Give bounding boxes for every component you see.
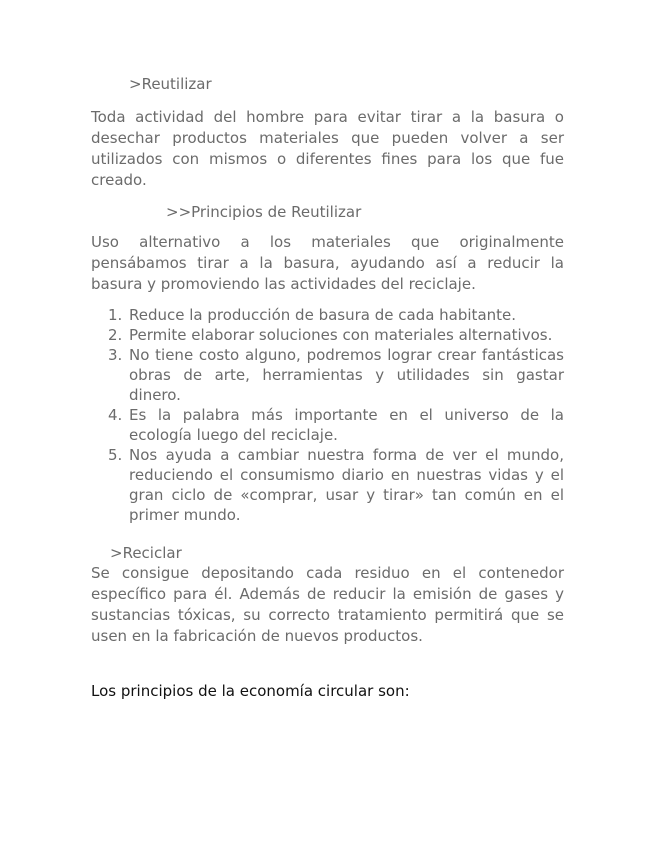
list-item-text: Nos ayuda a cambiar nuestra forma de ver el mundo, reduciendo el consumismo diario en nuestras vidas y el gran ciclo de «comprar, usar y tirar» tan común en el primer mundo. xyxy=(129,446,564,524)
list-item xyxy=(108,445,564,525)
list-item xyxy=(108,305,564,325)
principios-heading: >>Principios de Reutilizar xyxy=(166,203,362,221)
list-item-number: 3. xyxy=(108,346,123,364)
reciclar-paragraph: Se consigue depositando cada residuo en el contenedor específico para él. Además de reducir la emisión de gases y sustancias tóxicas, su correcto tratamiento permitirá que se usen en la fabricación de nuevos productos. xyxy=(91,564,564,645)
list-item-text: Permite elaborar soluciones con materiales alternativos. xyxy=(129,326,553,344)
economia-circular-heading: Los principios de la economía circular son: xyxy=(91,682,410,700)
list-item-text: Reduce la producción de basura de cada habitante. xyxy=(129,306,517,324)
list-item-number: 5. xyxy=(108,446,123,464)
document-page xyxy=(91,74,564,701)
reciclar-heading: >Reciclar xyxy=(110,544,182,562)
list-item-number: 1. xyxy=(108,306,123,324)
reutilizar-paragraph: Toda actividad del hombre para evitar tirar a la basura o desechar productos materiales que pueden volver a ser utilizados con mismos o diferentes fines para los que fue creado. xyxy=(91,108,564,189)
list-item-number: 2. xyxy=(108,326,123,344)
principios-list xyxy=(91,305,564,525)
list-item-number: 4. xyxy=(108,406,123,424)
principios-paragraph: Uso alternativo a los materiales que originalmente pensábamos tirar a la basura, ayudando así a reducir la basura y promoviendo las actividades del reciclaje. xyxy=(91,233,564,293)
list-item-text: No tiene costo alguno, podremos lograr crear fantásticas obras de arte, herramientas y utilidades sin gastar dinero. xyxy=(129,346,564,404)
reutilizar-heading: >Reutilizar xyxy=(129,75,212,93)
list-item-text: Es la palabra más importante en el universo de la ecología luego del reciclaje. xyxy=(129,406,564,444)
list-item xyxy=(108,345,564,405)
list-item xyxy=(108,325,564,345)
list-item xyxy=(108,405,564,445)
